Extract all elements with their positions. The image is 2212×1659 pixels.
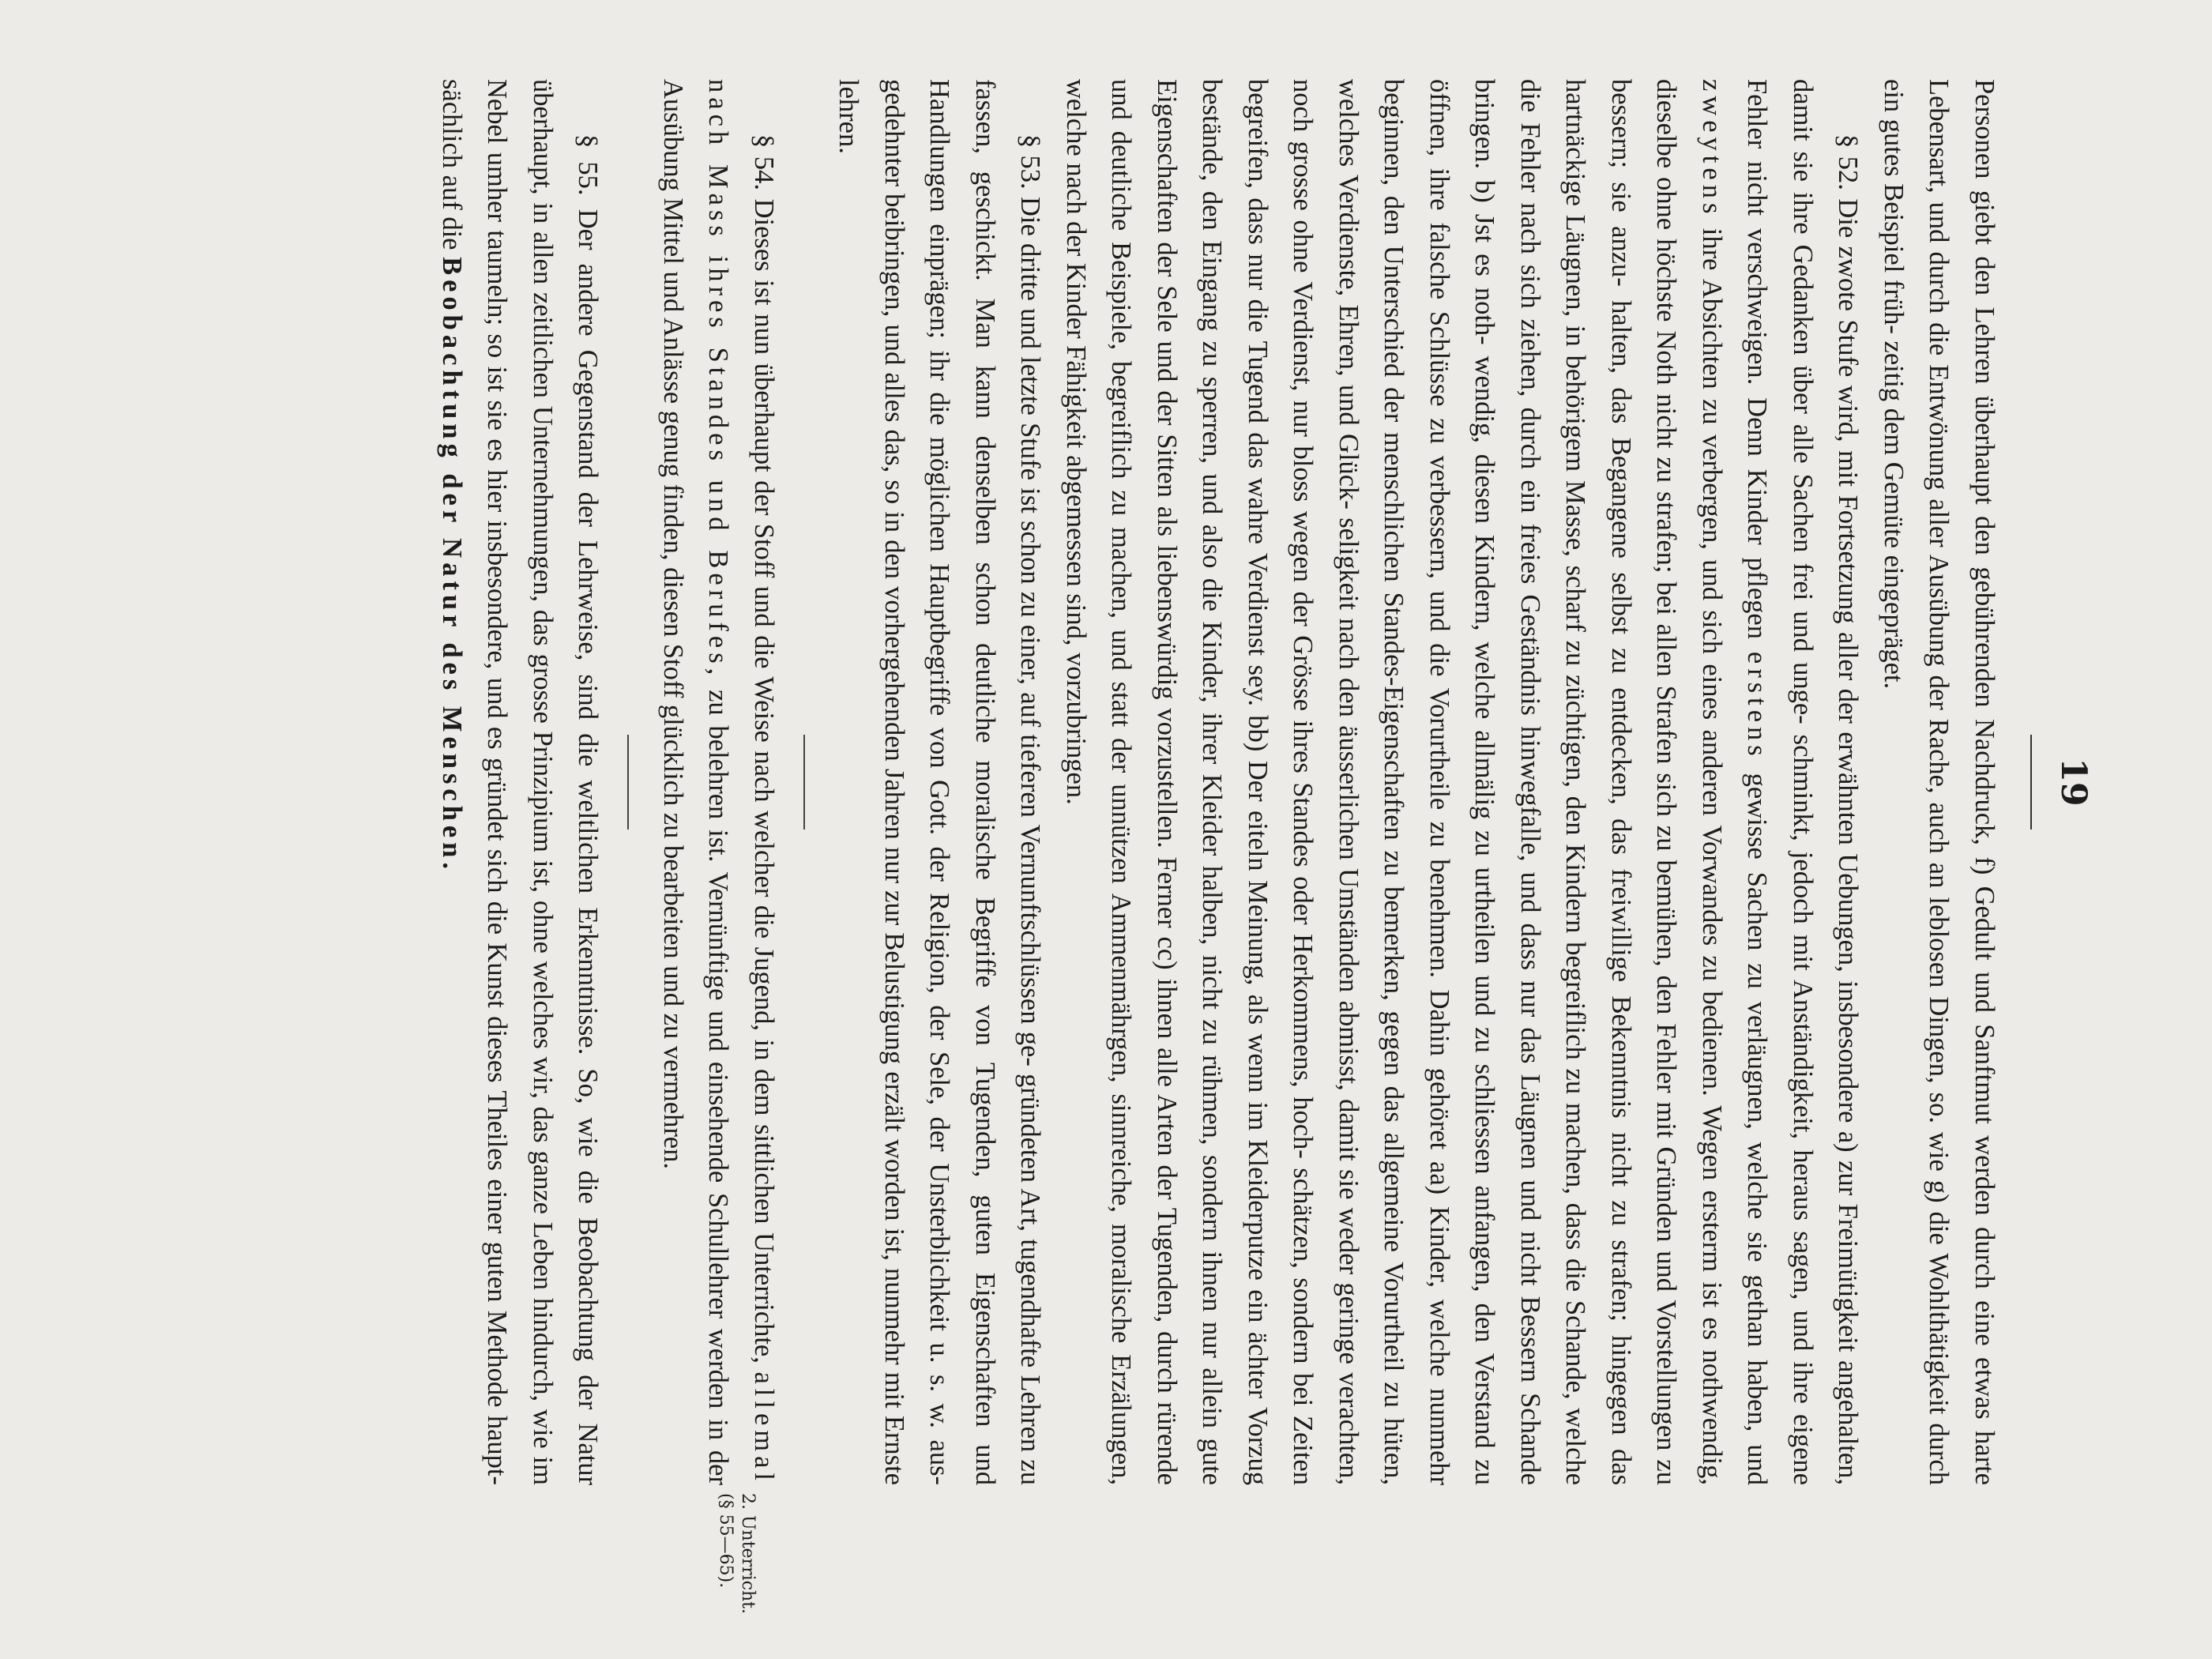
page-number: 19 (2053, 758, 2094, 807)
paragraph-54 (650, 79, 787, 1485)
body-text (429, 79, 2007, 1485)
section-divider-2 (628, 735, 630, 830)
section-divider (803, 735, 805, 830)
p52-spaced-zweytens: zweytens (1697, 79, 1727, 219)
margin-note (714, 1493, 758, 1651)
paragraph-continuation: Personen giebt den Lehren überhaupt den gebührenden Nachdruck, f) Gedult und Sanftmut werden durch eine etwas harte Lebensart, und durch die Entwönung aller Ausübung der Rache, auch an leblosen Dingen, so. wie g) die Wohlthätigkeit durch ein gutes Beispiel früh- zeitig dem Gemüte eingepräget. (1879, 79, 1999, 1485)
p52-text-b: gewisse Sachen zu verläugnen, welche sie gethan haben, und (1742, 760, 1773, 1486)
paragraph-53: § 53. Die dritte und letzte Stufe ist schon zu einer, auf tieferen Vernunftschlüssen ge- gründeten Art, tugendhafte Lehren zu fassen, geschickt. Man kann denselben schon deutliche moralische Begriffe von Tugenden, guten Eigenschaften und Handlungen einprägen; ihr die möglichen Hauptbegriffe von Gott. der Religion, der Sele, der Unsterblichkeit u. s. w. aus- gedehnter beibringen, und alles das, so in den vorhergehenden Jahren nur zur Belustigung erzält worden ist, nunmehr mit Ernste lehren. (833, 79, 1046, 1485)
paragraph-52 (1053, 79, 1871, 1485)
p52-spaced-erstens: erstens (1742, 651, 1773, 761)
p52-text-c: ihre Absichten zu verbergen, und sich eines anderen Vorwandes zu bedienen. Wegen ersterm ist es nothwendig, dieselbe ohne höchste Noth nicht zu strafen; bei allen Strafen sich zu bemühen, den Fehler mit Gründen und Vorstellungen zu bessern; sie anzu- halten, das Begangene selbst zu entdecken, das freiwillige Bekenntnis nicht zu strafen; hingegen das hartnäckige Läugnen, in behörigem Masse, scharf zu züchtigen, den Kindern begreiflich zu machen, dass die Schande, welche die Fehler nach sich ziehen, durch ein freies Geständnis hinwegfalle, und dass nur das Läugnen und nicht Bessern Schande bringen. b) Jst es noth- wendig, diesen Kindern, welche allmälig zu urtheilen und zu schliessen anfangen, den Verstand zu öffnen, ihre falsche Schlüsse zu verbessern, und die Vorurtheile zu benehmen. Dahin gehöret aa) Kinder, welche nunmehr beginnen, den Unterschied der menschlichen Standes-Eigenschaften zu bemerken, gegen das allgemeine Vorurtheil zu hüten, welches Verdienste, Ehren, und Glück- seligkeit nach den äusserlichen Umständen abmisst, damit sie weder geringe verachten, noch grosse ohne Verdienst, nur bloss wegen der Grösse ihres Standes oder Herkommens, hoch- schätzen, sondern bei Zeiten begreifen, dass nur die Tugend das wahre Verdienst sey. bb) Der eiteln Meinung, als wenn im Kleiderputze ein ächter Vorzug bestände, den Eingang zu sperren, und also die Kinder, ihrer Kleider halben, nicht zu rühmen, sondern ihnen nur allein gute Eigenschaften der Sele und der Sitten als liebenswürdig vorzustellen. Ferner cc) ihnen alle Arten der Tugenden, durch rürende und deutliche Beispiele, begreiflich zu machen, und statt der unnützen Ammenmährgen, sinnreiche, moralische Erzälungen, welche nach der Kinder Fähigkeit abgemessen sind, vorzubringen. (1061, 79, 1727, 1485)
p55-spaced-text: Beobachtung der Natur des Menschen. (437, 257, 467, 874)
paragraph-55 (429, 79, 611, 1485)
p54-spaced-text: allemal nach Mass ihres Standes und Berufes, (703, 79, 779, 1485)
page-number-rule (2030, 735, 2032, 830)
p54-text-b: zu belehren ist. Vernünftige und einsehende Schullehrer werden in der Ausübung Mittel und Anlässe genug finden, diesen Stoff glücklich zu bearbeiten und zu vermehren. (658, 79, 734, 1485)
margin-note-line1: 2. Unterricht. (738, 1493, 758, 1614)
p55-text-a: § 55. Der andere Gegenstand der Lehrweise, sind die weltlichen Erkenntnisse. So, wie die Beobachtung der Natur überhaupt, in allen zeitlichen Unternehmungen, das grosse Prinzipium ist, ohne welches wir, das ganze Leben hindurch, wie im Nebel umher taumeln; so ist sie es hier insbesondere, und es gründet sich die Kunst dieses Theiles einer guten Methode haupt- sächlich auf die (437, 79, 604, 1485)
p52-text-a: § 52. Die zwote Stufe wird, mit Fortsetzung aller der erwähnten Uebungen, insbesondere a) zur Freimütigkeit angehalten, damit sie ihre Gedanken über alle Sachen frei und unge- schminkt, jedoch mit Anständigkeit, heraus sagen, und ihre eigene Fehler nicht verschweigen. Denn Kinder pflegen (1742, 79, 1864, 1485)
margin-note-line2: (§ 55—65). (716, 1493, 735, 1589)
p54-text-a: § 54. Dieses ist nun überhaupt der Stoff und die Weise nach welcher die Jugend, in dem sittlichen Unterrichte, (749, 134, 779, 1372)
rotated-page (150, 47, 2094, 1643)
